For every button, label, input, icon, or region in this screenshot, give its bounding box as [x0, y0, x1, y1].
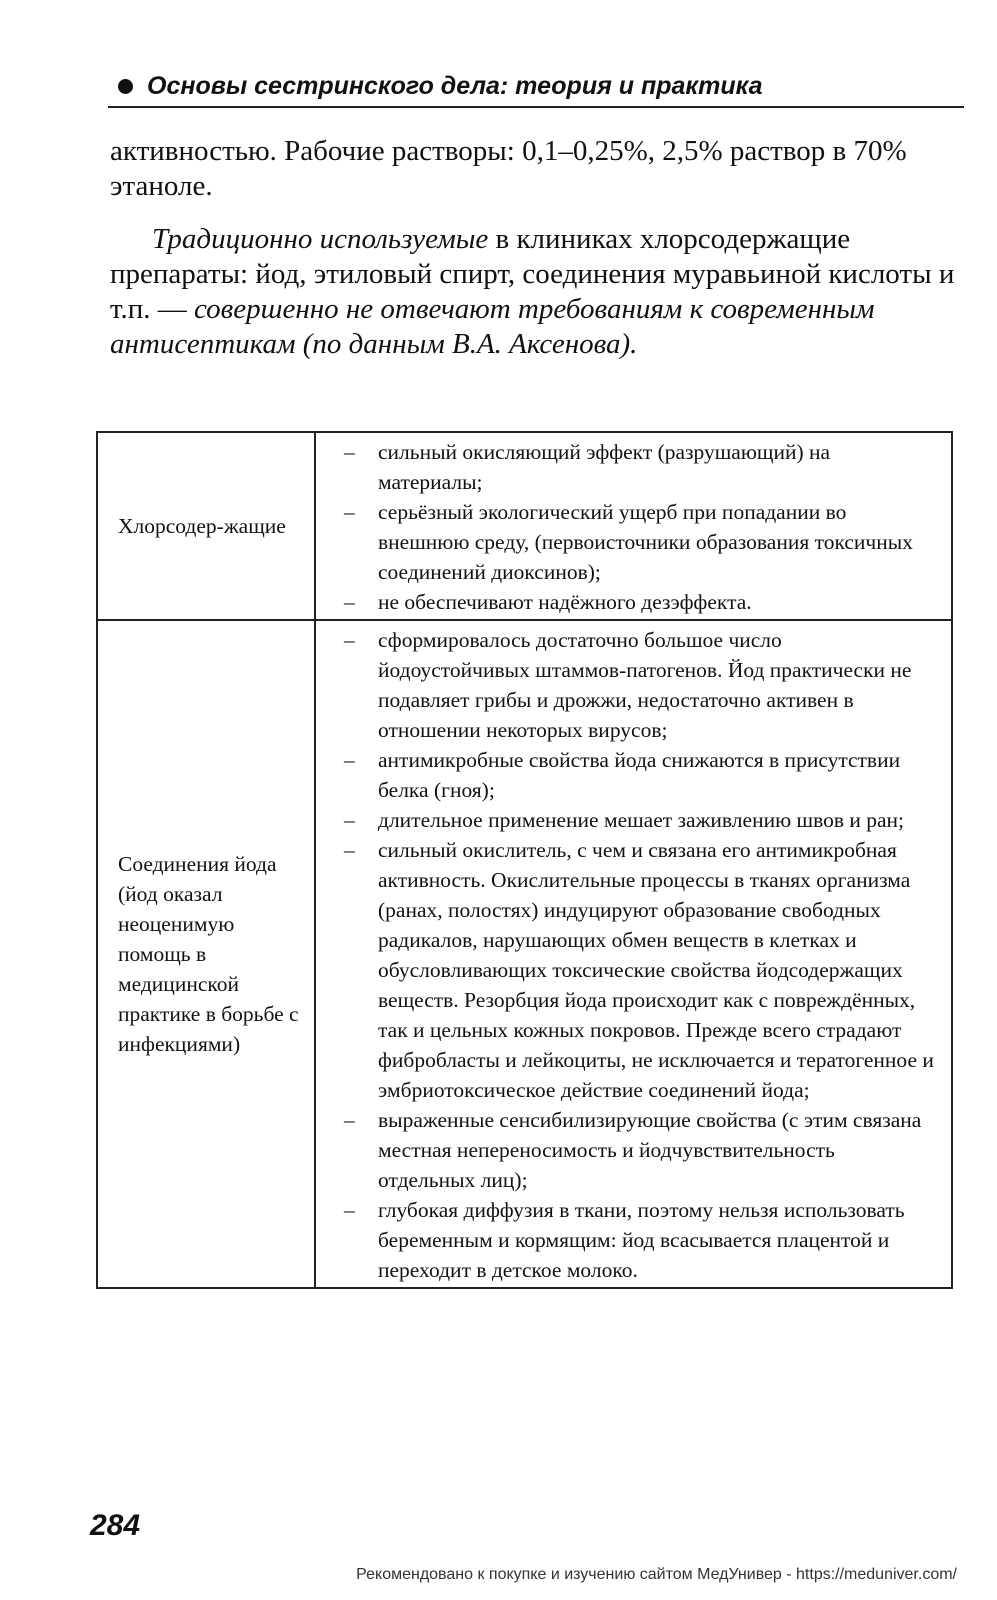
header-title: Основы сестринского дела: теория и практика	[147, 71, 763, 100]
bullet-icon	[118, 79, 133, 94]
footer-note: Рекомендовано к покупке и изучению сайтом МедУнивер - https://meduniver.com/	[356, 1566, 957, 1583]
paragraph-2-italic-tail: совершенно не отвечают требованиям к современным антисептикам (по данным В.А. Аксенова).	[110, 293, 875, 360]
table-row	[97, 432, 952, 620]
list-item: – антимикробные свойства йода снижаются в присутствии белка (гноя);	[344, 745, 935, 805]
antiseptics-table	[96, 431, 953, 1289]
row-label-chlorine: Хлорсодер-жащие	[97, 432, 315, 620]
row-items-chlorine	[315, 432, 952, 620]
paragraph-2-body: в клиниках хлорсодержащие препараты: йод, этиловый спирт, соединения муравьиной кислоты и т.п. —	[110, 223, 955, 325]
list-item: – длительное применение мешает заживлению швов и ран;	[344, 805, 935, 835]
row-label-iodine: Соединения йода (йод оказал неоценимую помощь в медицинской практике в борьбе с инфекциями)	[97, 620, 315, 1288]
paragraph-2-italic-lead: Традиционно используемые	[152, 223, 489, 255]
list-item: – выраженные сенсибилизирующие свойства (с этим связана местная непереносимость и йодчувствительность отдельных лиц);	[344, 1105, 935, 1195]
list-item: – не обеспечивают надёжного дезэффекта.	[344, 587, 935, 617]
paragraph-2	[110, 222, 962, 362]
paragraph-1: активностью. Рабочие растворы: 0,1–0,25%, 2,5% раствор в 70% этаноле.	[110, 135, 907, 202]
list-item: – глубокая диффузия в ткани, поэтому нельзя использовать беременным и кормящим: йод всасывается плацентой и переходит в детское молоко.	[344, 1195, 935, 1285]
table-row	[97, 620, 952, 1288]
page-number: 284	[90, 1509, 141, 1542]
list-item: – сильный окислитель, с чем и связана его антимикробная активность. Окислительные процессы в тканях организма (ранах, полостях) индуцируют образование свободных радикалов, нарушающих обмен веществ в клетках и обусловливающих токсические свойства йодсодержащих веществ. Резорбция йода происходит как с повреждённых, так и цельных кожных покровов. Прежде всего страдают фибробласты и лейкоциты, не исключается и тератогенное и эмбриотоксическое действие соединений йода;	[344, 835, 935, 1105]
list-item: – сильный окисляющий эффект (разрушающий) на материалы;	[344, 437, 935, 497]
list-item: – серьёзный экологический ущерб при попадании во внешнюю среду, (первоисточники образования токсичных соединений диоксинов);	[344, 497, 935, 587]
running-header	[108, 66, 964, 108]
list-item: – сформировалось достаточно большое число йодоустойчивых штаммов-патогенов. Йод практически не подавляет грибы и дрожжи, недостаточно активен в отношении некоторых вирусов;	[344, 625, 935, 745]
row-items-iodine	[315, 620, 952, 1288]
